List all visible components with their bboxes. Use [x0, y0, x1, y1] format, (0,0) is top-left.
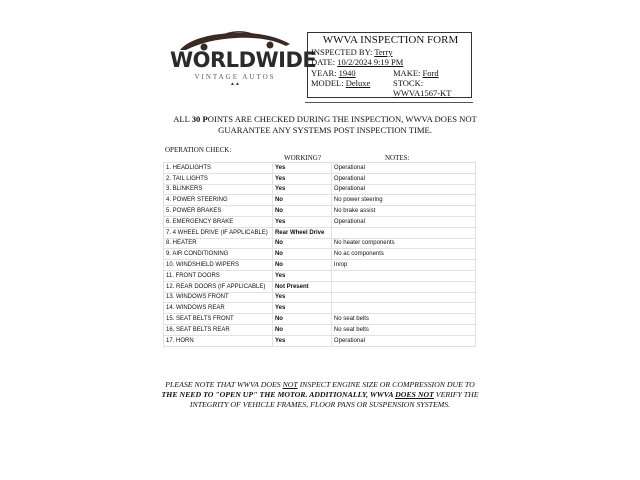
row-notes: No brake assist	[331, 206, 475, 217]
date-label: DATE:	[311, 57, 336, 67]
row-working: Rear Wheel Drive	[272, 227, 331, 238]
table-row	[164, 216, 476, 227]
row-notes: Operational	[331, 184, 475, 195]
footer-line-1	[160, 380, 480, 390]
table-row	[164, 173, 476, 184]
stock-value-row	[393, 88, 451, 98]
row-item: 14. WINDOWS REAR	[164, 303, 273, 314]
header-divider	[305, 102, 473, 103]
table-row	[164, 206, 476, 217]
footer-line-2	[160, 390, 480, 400]
footer-not-1: NOT	[282, 380, 298, 389]
make-label: MAKE:	[393, 68, 421, 78]
notice-text-b: 30 P	[191, 114, 208, 124]
row-item: 1. HEADLIGHTS	[164, 163, 273, 174]
row-working: Yes	[272, 335, 331, 346]
footer-text-1: PLEASE NOTE THAT WWVA DOES	[165, 380, 283, 389]
row-working: Yes	[272, 216, 331, 227]
row-notes	[331, 292, 475, 303]
notes-column-header: NOTES:	[385, 154, 410, 162]
logo-name: WORLDWIDE	[170, 48, 317, 72]
make-field	[393, 68, 439, 78]
row-notes: Operational	[331, 216, 475, 227]
row-notes: No ac components	[331, 249, 475, 260]
stock-field	[393, 78, 423, 88]
row-item: 9. AIR CONDITIONING	[164, 249, 273, 260]
stock-label: STOCK:	[393, 78, 424, 88]
inspection-header-box	[307, 32, 472, 98]
row-item: 11. FRONT DOORS	[164, 270, 273, 281]
inspected-by-field	[311, 47, 393, 57]
row-notes: Operational	[331, 163, 475, 174]
row-item: 3. BLINKERS	[164, 184, 273, 195]
table-row	[164, 195, 476, 206]
footer-bold-text: THE NEED TO "OPEN UP" THE MOTOR. ADDITIONALLY, WWVA	[161, 390, 396, 399]
table-row	[164, 314, 476, 325]
date-value: 10/2/2024 9:19 PM	[337, 57, 404, 67]
row-working: No	[272, 195, 331, 206]
footer-text-3: VERIFY THE	[433, 390, 479, 399]
form-title: WWVA INSPECTION FORM	[322, 34, 459, 46]
working-column-header: WORKING?	[284, 154, 321, 162]
footer-line-3: INTEGRITY OF VEHICLE FRAMES, FLOOR PANS OR SUSPENSION SYSTEMS.	[189, 400, 451, 409]
row-notes: Operational	[331, 173, 475, 184]
inspected-by-value: Terry	[374, 47, 393, 57]
row-working: No	[272, 314, 331, 325]
logo-tagline: VINTAGE AUTOS	[194, 73, 276, 81]
model-label: MODEL:	[311, 78, 344, 88]
row-notes	[331, 270, 475, 281]
notice-text-c: OINTS ARE CHECKED DURING THE INSPECTION, WWVA DOES NOT	[207, 114, 477, 124]
operation-check-label: OPERATION CHECK:	[165, 146, 232, 154]
row-item: 12. REAR DOORS (IF APPLICABLE)	[164, 281, 273, 292]
row-notes	[331, 281, 475, 292]
row-working: Yes	[272, 292, 331, 303]
stock-value: WWVA1567-KT	[393, 88, 452, 98]
footer-not-2: DOES NOT	[395, 390, 434, 399]
notice-text-a: ALL	[173, 114, 192, 124]
row-item: 2. TAIL LIGHTS	[164, 173, 273, 184]
row-notes: No seat belts	[331, 324, 475, 335]
row-item: 8. HEATER	[164, 238, 273, 249]
row-notes: In/op	[331, 260, 475, 271]
table-row	[164, 163, 476, 174]
row-working: No	[272, 238, 331, 249]
notice-line-1	[160, 114, 490, 125]
row-working: Yes	[272, 303, 331, 314]
row-notes	[331, 303, 475, 314]
table-row	[164, 270, 476, 281]
table-row	[164, 249, 476, 260]
year-value: 1940	[338, 68, 356, 78]
row-working: No	[272, 249, 331, 260]
row-notes: No power steering	[331, 195, 475, 206]
model-field	[311, 78, 370, 88]
table-row	[164, 281, 476, 292]
row-notes: Operational	[331, 335, 475, 346]
table-row	[164, 303, 476, 314]
footer-text-2: INSPECT ENGINE SIZE OR COMPRESSION DUE TO	[297, 380, 475, 389]
inspection-notice	[160, 114, 490, 136]
row-notes: No seat belts	[331, 314, 475, 325]
row-working: Yes	[272, 184, 331, 195]
row-working: No	[272, 260, 331, 271]
make-value: Ford	[422, 68, 439, 78]
table-row	[164, 184, 476, 195]
table-row	[164, 238, 476, 249]
table-row	[164, 292, 476, 303]
worldwide-vintage-autos-logo	[170, 28, 317, 92]
row-working: No	[272, 324, 331, 335]
inspected-by-label: INSPECTED BY:	[311, 47, 373, 57]
row-item: 13. WINDOWS FRONT	[164, 292, 273, 303]
row-item: 7. 4 WHEEL DRIVE (IF APPLICABLE)	[164, 227, 273, 238]
table-row	[164, 227, 476, 238]
table-row	[164, 335, 476, 346]
table-row	[164, 260, 476, 271]
row-item: 16. SEAT BELTS REAR	[164, 324, 273, 335]
operation-check-table	[163, 162, 476, 347]
row-working: No	[272, 206, 331, 217]
row-item: 17. HORN	[164, 335, 273, 346]
logo-ornament-icon: ▲▲	[230, 82, 240, 87]
row-working: Yes	[272, 163, 331, 174]
date-field	[311, 57, 403, 67]
row-item: 4. POWER STEERING	[164, 195, 273, 206]
year-label: YEAR:	[311, 68, 337, 78]
notice-line-2: GUARANTEE ANY SYSTEMS POST INSPECTION TIME.	[218, 125, 432, 135]
row-item: 10. WINDSHIELD WIPERS	[164, 260, 273, 271]
row-item: 5. POWER BRAKES	[164, 206, 273, 217]
model-value: Deluxe	[345, 78, 371, 88]
row-working: Yes	[272, 173, 331, 184]
row-item: 6. EMERGENCY BRAKE	[164, 216, 273, 227]
row-working: Not Present	[272, 281, 331, 292]
row-item: 15. SEAT BELTS FRONT	[164, 314, 273, 325]
table-row	[164, 324, 476, 335]
disclaimer-footer	[160, 380, 480, 410]
year-field	[311, 68, 356, 78]
row-notes	[331, 227, 475, 238]
row-notes: No heater components	[331, 238, 475, 249]
row-working: Yes	[272, 270, 331, 281]
